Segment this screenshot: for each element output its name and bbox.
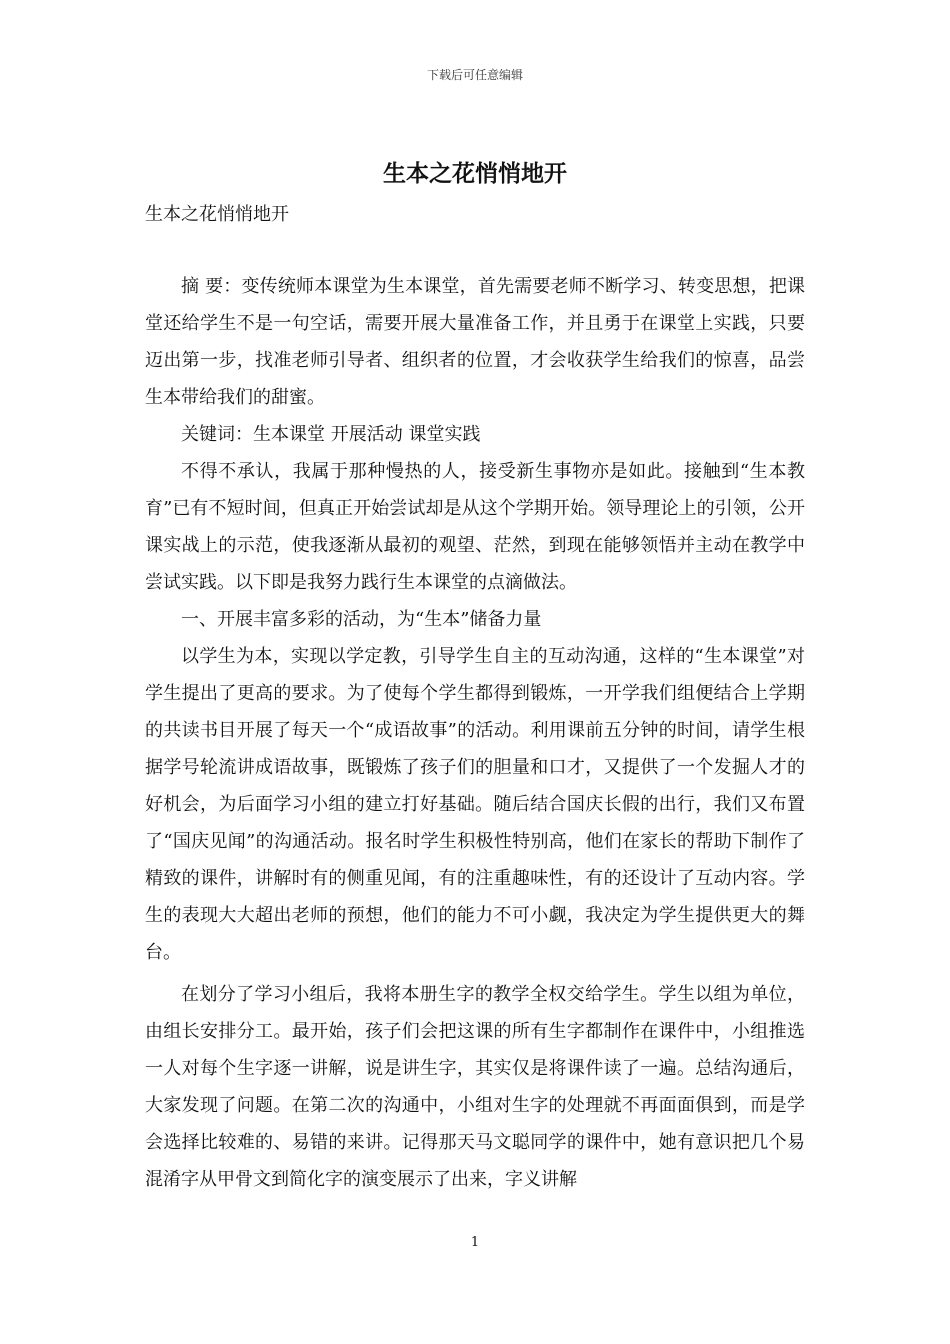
page-number: 1 bbox=[470, 1235, 480, 1250]
intro-paragraph: 不得不承认，我属于那种慢热的人，接受新生事物亦是如此。接触到“生本教育”已有不短时间，但真正开始尝试却是从这个学期开始。领导理论上的引领，公开课实战上的示范，使我逐渐从最初的观望、茫然，到现在能够领悟并主动在教学中尝试实践。以下即是我努力践行生本课堂的点滴做法。 bbox=[145, 461, 805, 593]
section-heading-1: 一、开展丰富多彩的活动，为“生本”储备力量 bbox=[181, 609, 542, 630]
document-subtitle: 生本之花悄悄地开 bbox=[145, 204, 289, 225]
document-body bbox=[145, 268, 805, 1198]
body-paragraph: 在划分了学习小组后，我将本册生字的教学全权交给学生。学生以组为单位，由组长安排分工。最开始，孩子们会把这课的所有生字都制作在课件中，小组推选一人对每个生字逐一讲解，说是讲生字，其实仅是将课件读了一遍。总结沟通后，大家发现了问题。在第二次的沟通中，小组对生字的处理就不再面面俱到，而是学会选择比较难的、易错的来讲。记得那天马文聪同学的课件中，她有意识把几个易混淆字从甲骨文到简化字的演变展示了出来，字义讲解 bbox=[145, 984, 805, 1190]
page-header: 下载后可任意编辑 bbox=[426, 68, 523, 82]
keywords-paragraph: 关键词：生本课堂 开展活动 课堂实践 bbox=[181, 424, 481, 445]
body-paragraph: 以学生为本，实现以学定教，引导学生自主的互动沟通，这样的“生本课堂”对学生提出了更高的要求。为了使每个学生都得到锻炼，一开学我们组便结合上学期的共读书目开展了每天一个“成语故事”的活动。利用课前五分钟的时间，请学生根据学号轮流讲成语故事，既锻炼了孩子们的胆量和口才，又提供了一个发掘人才的好机会，为后面学习小组的建立打好基础。随后结合国庆长假的出行，我们又布置了“国庆见闻”的沟通活动。报名时学生积极性特别高，他们在家长的帮助下制作了精致的课件，讲解时有的侧重见闻，有的注重趣味性，有的还设计了互动内容。学生的表现大大超出老师的预想，他们的能力不可小觑，我决定为学生提供更大的舞台。 bbox=[145, 646, 805, 963]
document-title: 生本之花悄悄地开 bbox=[383, 161, 567, 187]
abstract-paragraph: 摘 要：变传统师本课堂为生本课堂，首先需要老师不断学习、转变思想，把课堂还给学生不是一句空话，需要开展大量准备工作，并且勇于在课堂上实践，只要迈出第一步，找准老师引导者、组织者的位置，才会收获学生给我们的惊喜，品尝生本带给我们的甜蜜。 bbox=[145, 276, 805, 408]
